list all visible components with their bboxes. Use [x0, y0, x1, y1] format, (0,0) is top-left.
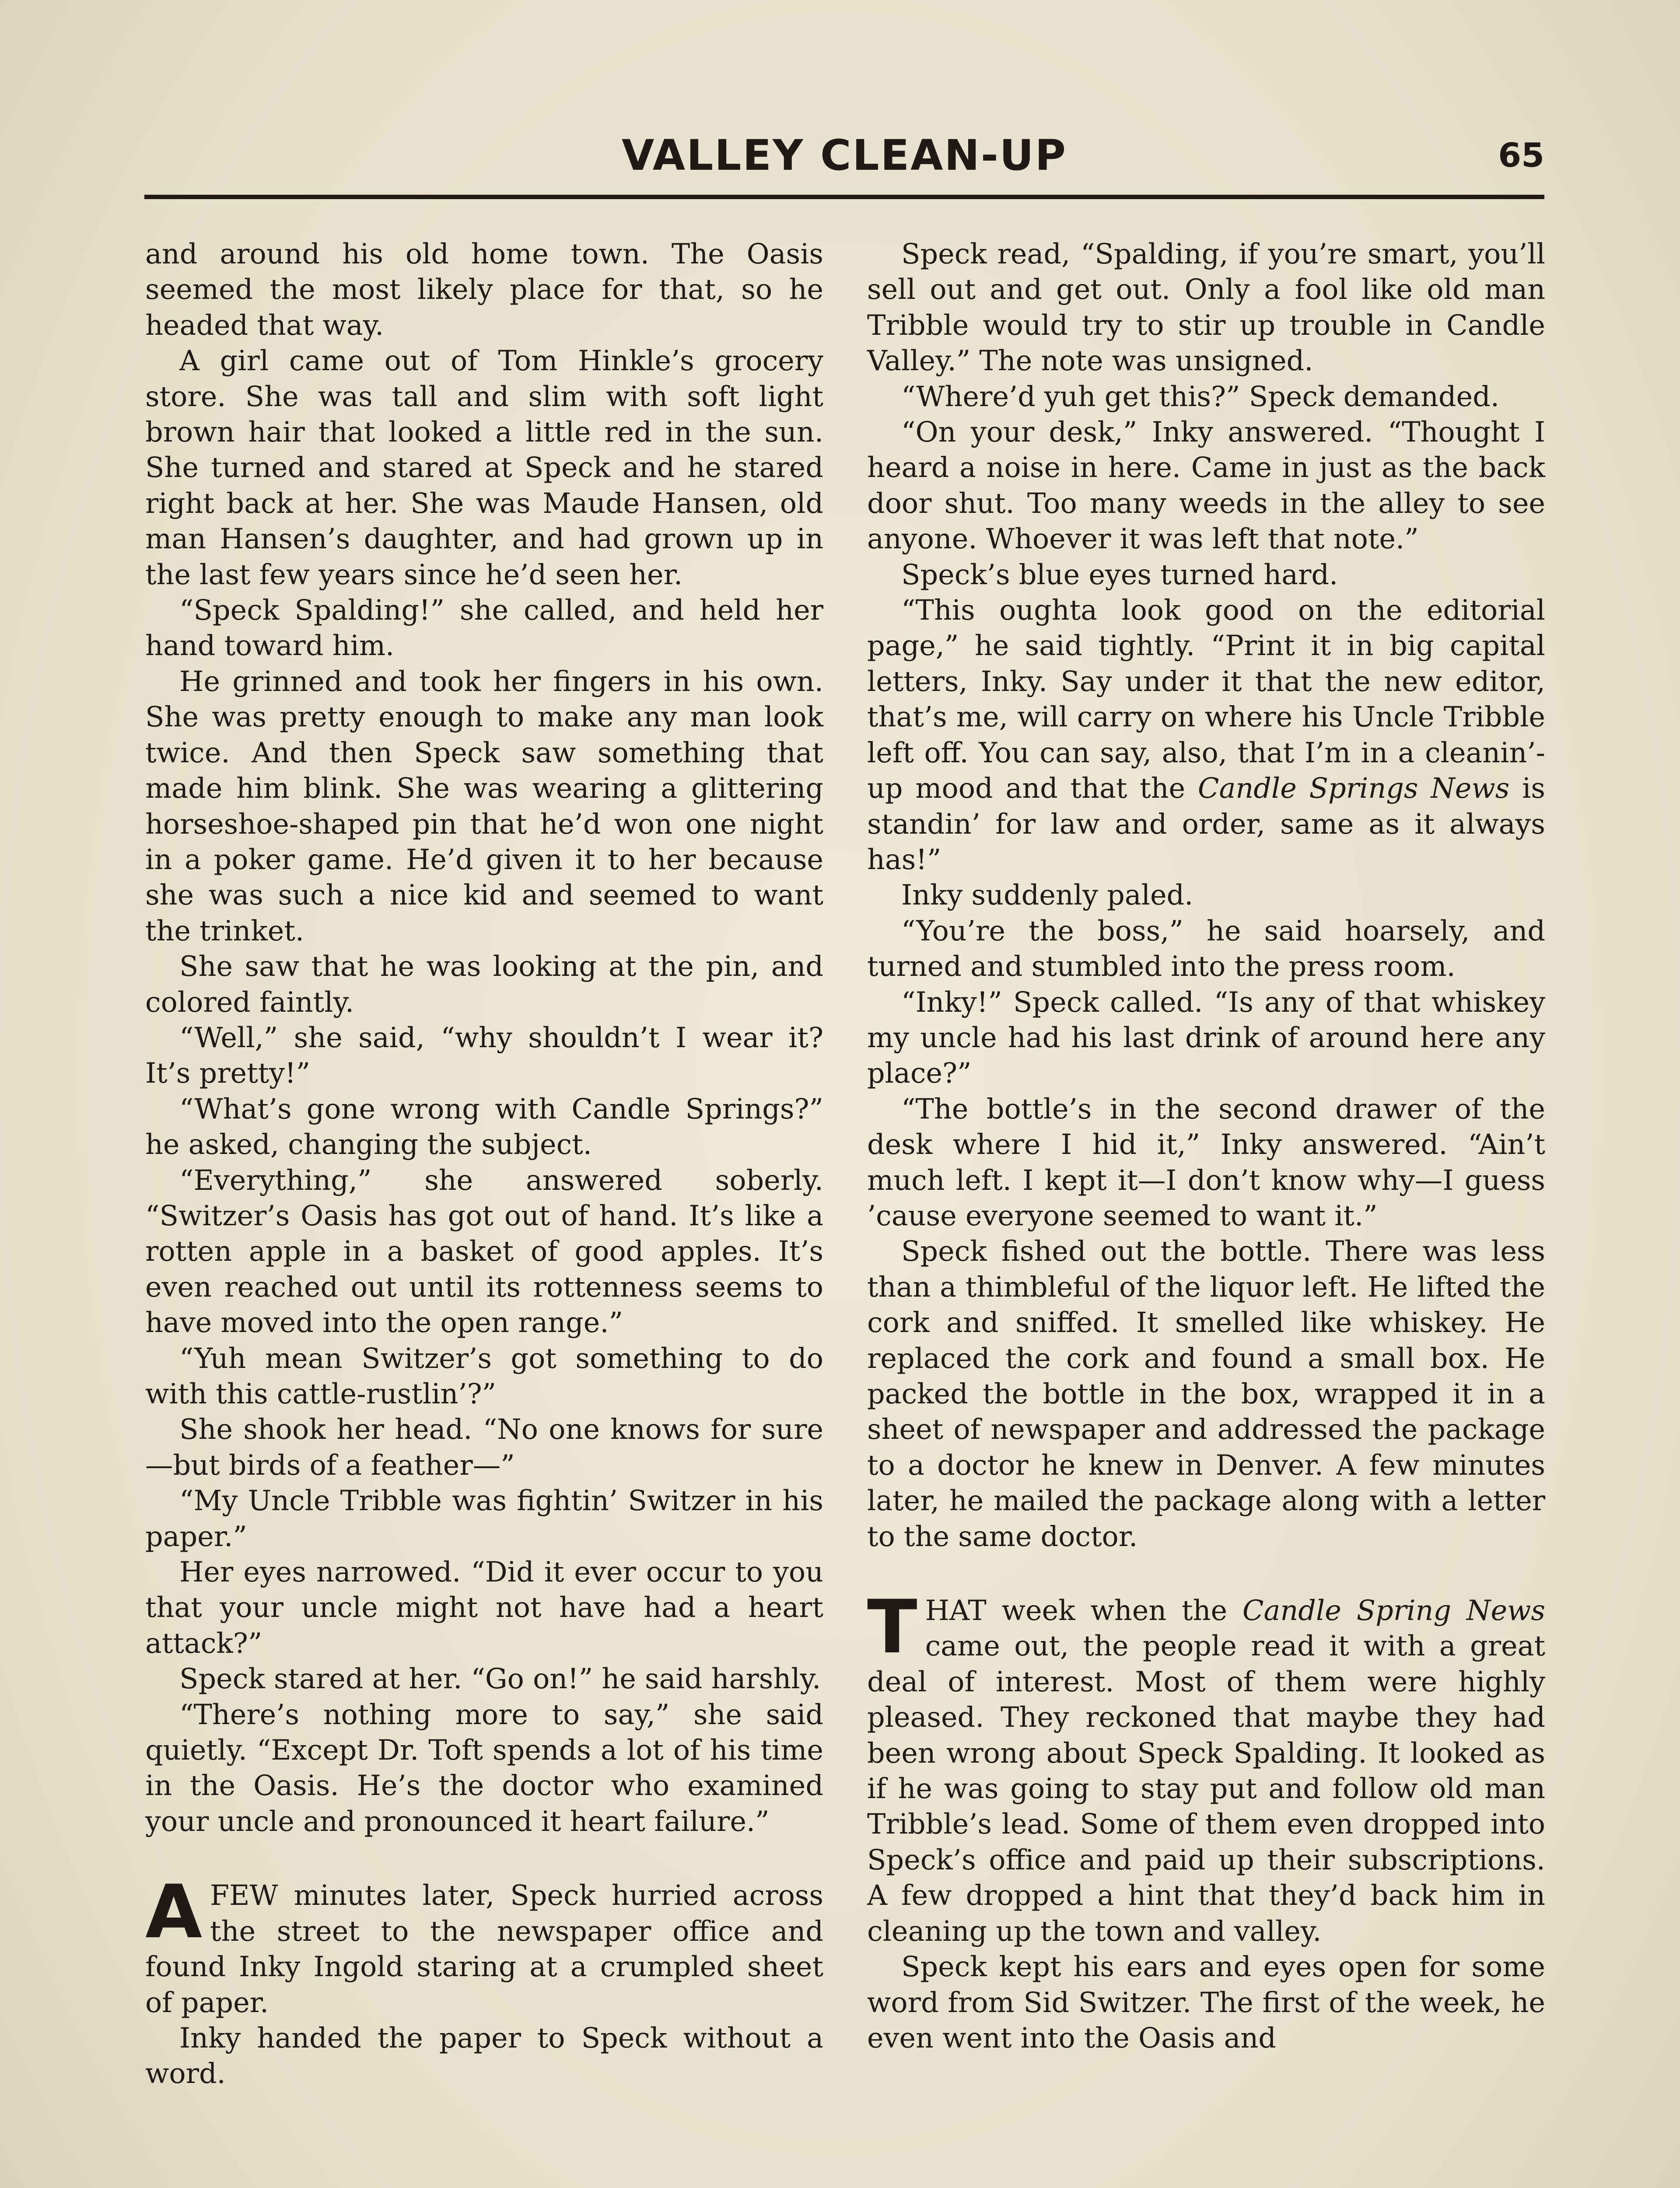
paragraph: “There’s nothing more to say,” she said quietly. “Except Dr. Toft spends a lot of his time in the Oasis. He’s the doctor who examined your uncle and pronounced it heart failure.” — [145, 1698, 823, 1837]
paragraph: “The bottle’s in the second drawer of the desk where I hid it,” Inky answered. “Ain’t much left. I kept it—I don’t know why—I guess ’cause everyone seemed to want it.” — [867, 1092, 1545, 1232]
left-column — [145, 236, 823, 2092]
paragraph: Her eyes narrowed. “Did it ever occur to you that your uncle might not have had a heart attack?” — [145, 1556, 823, 1659]
newspaper-name: Candle Springs News — [1197, 772, 1510, 805]
dropcap-paragraph — [145, 1869, 823, 2020]
paragraph: “You’re the boss,” he said hoarsely, and turned and stumbled into the press room. — [867, 914, 1545, 983]
newspaper-name: Candle Spring News — [1242, 1594, 1545, 1627]
text-run: HAT week when the — [925, 1594, 1242, 1627]
dropcap-letter: T — [867, 1584, 917, 1670]
paragraph: He grinned and took her fingers in his own. She was pretty enough to make any man look twice. And then Speck saw something that made him blink. She was wearing a glittering horseshoe-shaped pin that he’d won one night in a poker game. He’d given it to her because she was such a nice kid and seemed to want the trinket. — [145, 665, 823, 947]
paragraph: She shook her head. “No one knows for sure—but birds of a feather—” — [145, 1413, 823, 1481]
page-header — [144, 127, 1544, 184]
paragraph: “Speck Spalding!” she called, and held her hand toward him. — [145, 594, 823, 662]
header-rule — [144, 195, 1544, 199]
paragraph: “Inky!” Speck called. “Is any of that whiskey my uncle had his last drink of around here any place?” — [867, 985, 1545, 1090]
right-column — [867, 236, 1545, 2056]
paragraph: Inky suddenly paled. — [901, 879, 1194, 912]
paragraph: “Well,” she said, “why shouldn’t I wear it? It’s pretty!” — [145, 1021, 823, 1090]
paragraph: “On your desk,” Inky answered. “Thought I heard a noise in here. Came in just as the back door shut. Too many weeds in the alley to see anyone. Whoever it was left that note.” — [867, 416, 1545, 555]
paragraph: A girl came out of Tom Hinkle’s grocery store. She was tall and slim with soft light brown hair that looked a little red in the sun. She turned and stared at Speck and he stared right back at her. She was Maude Hansen, old man Hansen’s daughter, and had grown up in the last few years since he’d seen her. — [145, 344, 823, 591]
paragraph: Speck fished out the bottle. There was less than a thimbleful of the liquor left. He lifted the cork and sniffed. It smelled like whiskey. He replaced the cork and found a small box. He packed the bottle in the box, wrapped it in a sheet of newspaper and addressed the package to a doctor he knew in Denver. A few minutes later, he mailed the package along with a letter to the same doctor. — [867, 1235, 1545, 1553]
dropcap-text: FEW minutes later, Speck hurried across the street to the newspaper office and found Inky Ingold staring at a crumpled sheet of paper. — [145, 1879, 823, 2019]
paragraph: “What’s gone wrong with Candle Springs?” he asked, changing the subject. — [145, 1092, 823, 1161]
paragraph: Speck stared at her. “Go on!” he said harshly. — [179, 1662, 821, 1695]
page-number: 65 — [1498, 136, 1544, 175]
paragraph: She saw that he was looking at the pin, and colored faintly. — [145, 950, 823, 1018]
paragraph: “Where’d yuh get this?” Speck demanded. — [901, 380, 1499, 413]
paragraph: “My Uncle Tribble was fightin’ Switzer in his paper.” — [145, 1484, 823, 1553]
paragraph: Speck read, “Spalding, if you’re smart, you’ll sell out and get out. Only a fool like old man Tribble would try to stir up trouble in Candle Valley.” The note was unsigned. — [867, 238, 1545, 377]
text-run: came out, the people read it with a great deal of interest. Most of them were highly pleased. They reckoned that maybe they had been wrong about Speck Spalding. It looked as if he was going to stay put and follow old man Tribble’s lead. Some of them even dropped into Speck’s office and paid up their subscriptions. A few dropped a hint that they’d back him in cleaning up the town and valley. — [867, 1630, 1545, 1947]
paragraph — [867, 593, 1545, 877]
paragraph: Speck kept his ears and eyes open for some word from Sid Switzer. The first of the week, he even went into the Oasis and — [867, 1950, 1545, 2054]
text-run: “This oughta look good on the editorial page,” he said tightly. “Print it in big capital letters, Inky. Say under it that the new editor, that’s me, will carry on where his Uncle Tribble left off. You can say, also, that I’m in a cleanin’-up mood and that the — [867, 594, 1545, 805]
text-run: is standin’ for law and order, same as it always has!” — [867, 772, 1545, 876]
dropcap-paragraph — [867, 1584, 1545, 1949]
dropcap-letter: A — [145, 1869, 203, 1955]
paragraph: and around his old home town. The Oasis seemed the most likely place for that, so he headed that way. — [145, 238, 823, 341]
paragraph: “Yuh mean Switzer’s got something to do with this cattle-rustlin’?” — [145, 1342, 823, 1410]
paragraph: Speck’s blue eyes turned hard. — [901, 558, 1338, 591]
story-title: VALLEY CLEAN-UP — [622, 131, 1067, 180]
paragraph: Inky handed the paper to Speck without a word. — [145, 2021, 823, 2090]
paragraph: “Everything,” she answered soberly. “Switzer’s Oasis has got out of hand. It’s like a rotten apple in a basket of good apples. It’s even reached out until its rottenness seems to have moved into the open range.” — [145, 1164, 823, 1339]
